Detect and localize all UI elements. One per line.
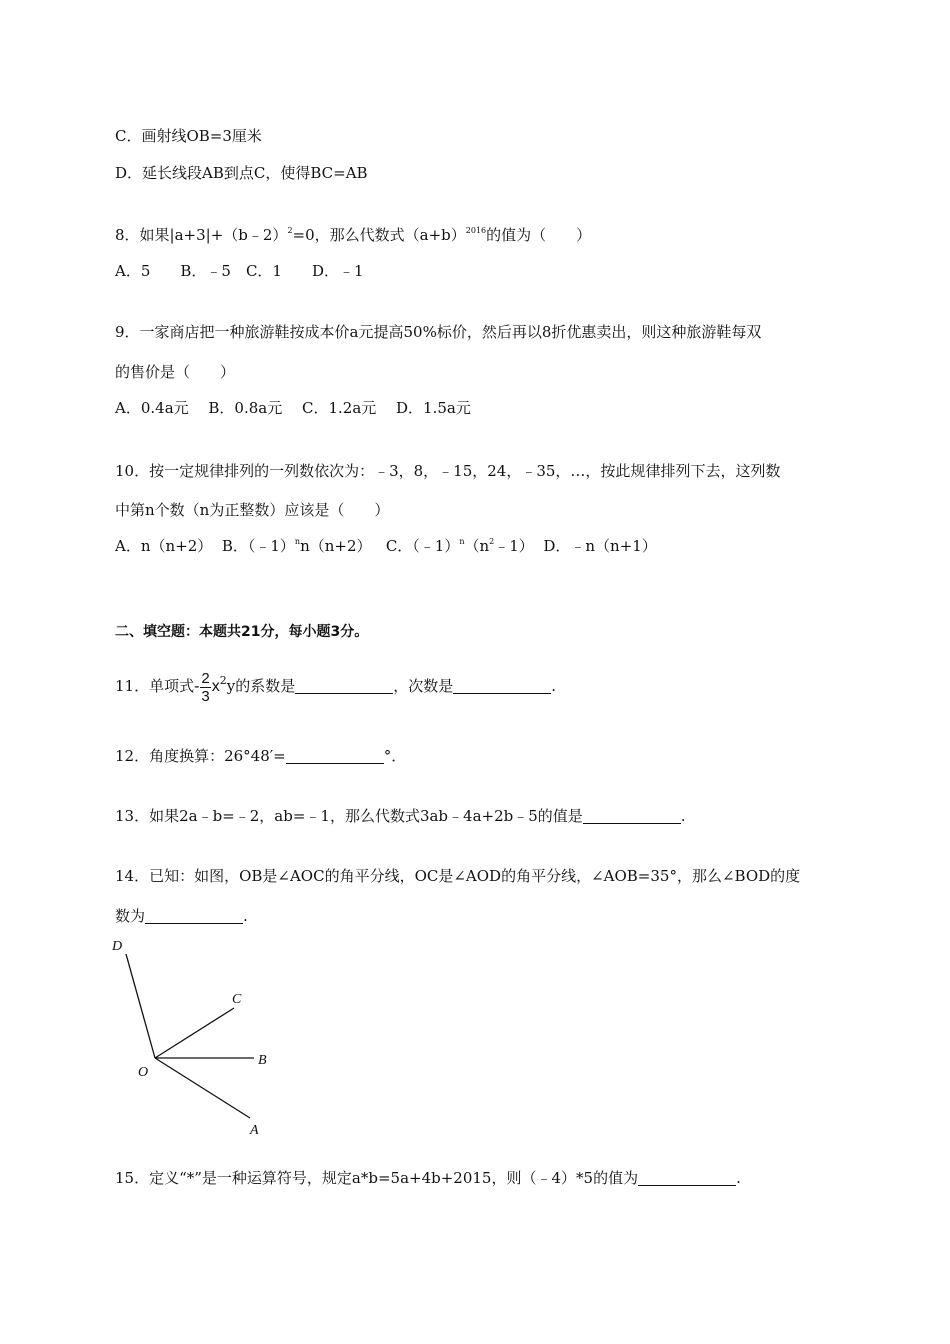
q11-fraction bbox=[200, 670, 210, 705]
q11-fraction-den: 3 bbox=[201, 687, 210, 705]
q11-var-y: y bbox=[226, 677, 236, 695]
q12-answer-blank[interactable] bbox=[286, 748, 384, 764]
q11-text-3: ，次数是 bbox=[393, 677, 454, 695]
q11-exponent: 2 bbox=[219, 674, 227, 687]
q15-answer-blank[interactable] bbox=[638, 1170, 736, 1186]
q10-option-a: A．n（n+2） bbox=[115, 537, 213, 555]
label-a: A bbox=[250, 1123, 259, 1138]
q9-stem-line1: 9．一家商店把一种旅游鞋按成本价a元提高50%标价，然后再以8折优惠卖出，则这种旅游鞋每双 bbox=[115, 323, 762, 341]
q13-stem bbox=[115, 806, 686, 826]
ray-oc bbox=[155, 1008, 234, 1058]
section-2-heading: 二、填空题：本题共21分，每小题3分。 bbox=[115, 624, 369, 640]
q11-var-x: x bbox=[211, 678, 220, 695]
q8-text-1: 8． bbox=[115, 226, 140, 244]
q11-minus: - bbox=[194, 678, 200, 695]
q14-text-1: 数为 bbox=[115, 907, 146, 925]
q8-options: A．5 B．﹣5 C．1 D．﹣1 bbox=[115, 262, 364, 280]
ray-od bbox=[126, 954, 155, 1058]
q12-text-1: 12．角度换算：26°48′= bbox=[115, 747, 286, 765]
q15-stem bbox=[115, 1168, 741, 1188]
q13-text-2: . bbox=[680, 807, 686, 825]
q12-stem bbox=[115, 746, 406, 766]
q10-option-c bbox=[386, 537, 534, 555]
ray-oa bbox=[155, 1058, 250, 1118]
q15-text-2: . bbox=[736, 1169, 741, 1187]
q11-text-2: 的系数是 bbox=[235, 677, 296, 695]
q11-fraction-num: 2 bbox=[201, 669, 210, 687]
q8-text-4: 的值为（ ） bbox=[486, 226, 592, 244]
q7-option-c: C．画射线OB=3厘米 bbox=[115, 127, 262, 145]
q14-answer-blank[interactable] bbox=[145, 908, 243, 924]
q12-text-2: °． bbox=[383, 747, 407, 765]
angle-figure bbox=[108, 930, 288, 1140]
q10-option-c-exp2: 2 bbox=[489, 537, 495, 546]
q10-option-b bbox=[222, 537, 372, 555]
q10-option-c-text2: （n bbox=[464, 537, 490, 555]
q11-answer-blank-1[interactable] bbox=[295, 678, 393, 694]
q10-stem-line1: 10．按一定规律排列的一列数依次为：﹣3，8，﹣15，24，﹣35，…，按此规律排列下去，这列数 bbox=[115, 462, 781, 480]
q10-option-b-exp: n bbox=[294, 537, 301, 546]
q8-exponent-1: 2 bbox=[287, 226, 293, 235]
q15-text-1: 15．定义“*”是一种运算符号，规定a*b=5a+4b+2015，则（﹣4）*5的值为 bbox=[115, 1169, 639, 1187]
q14-text-2: . bbox=[243, 907, 248, 925]
q10-options bbox=[115, 536, 657, 556]
q10-option-b-text: B．（﹣1） bbox=[221, 537, 295, 555]
q11-answer-blank-2[interactable] bbox=[453, 678, 551, 694]
q10-option-c-text3: ﹣1） bbox=[494, 537, 534, 555]
q9-options: A．0.4a元 B．0.8a元 C．1.2a元 D．1.5a元 bbox=[115, 399, 471, 417]
q11-stem bbox=[115, 668, 556, 705]
q14-stem-line2 bbox=[115, 906, 248, 926]
label-c: C bbox=[232, 992, 242, 1007]
q9-stem-line2: 的售价是（ ） bbox=[115, 363, 236, 381]
q13-answer-blank[interactable] bbox=[583, 808, 681, 824]
q7-option-d: D．延长线段AB到点C，使得BC=AB bbox=[115, 164, 368, 182]
label-o: O bbox=[138, 1065, 149, 1080]
q10-option-c-exp: n bbox=[459, 537, 465, 546]
q8-text-3: =0，那么代数式（a+b） bbox=[292, 226, 466, 244]
q14-stem-line1: 14．已知：如图，OB是∠AOC的角平分线，OC是∠AOD的角平分线，∠AOB=35°，那么∠BOD的度 bbox=[115, 867, 801, 885]
q8-stem bbox=[115, 225, 591, 245]
q8-exponent-2: 2016 bbox=[465, 226, 487, 235]
q13-text-1: 13．如果2a﹣b=﹣2，ab=﹣1，那么代数式3ab﹣4a+2b﹣5的值是 bbox=[115, 807, 583, 825]
q10-stem-line2: 中第n个数（n为正整数）应该是（ ） bbox=[115, 501, 390, 519]
label-d: D bbox=[112, 939, 123, 954]
q11-text-1: 11．单项式 bbox=[115, 677, 195, 695]
q10-option-b-text2: n（n+2） bbox=[300, 537, 372, 555]
label-b: B bbox=[258, 1053, 267, 1068]
q10-option-c-text: C．（﹣1） bbox=[385, 537, 460, 555]
q11-text-4: . bbox=[551, 677, 557, 695]
q8-text-2: 如果|a+3|+（b﹣2） bbox=[139, 226, 288, 244]
q10-option-d: D．﹣n（n+1） bbox=[543, 537, 657, 555]
